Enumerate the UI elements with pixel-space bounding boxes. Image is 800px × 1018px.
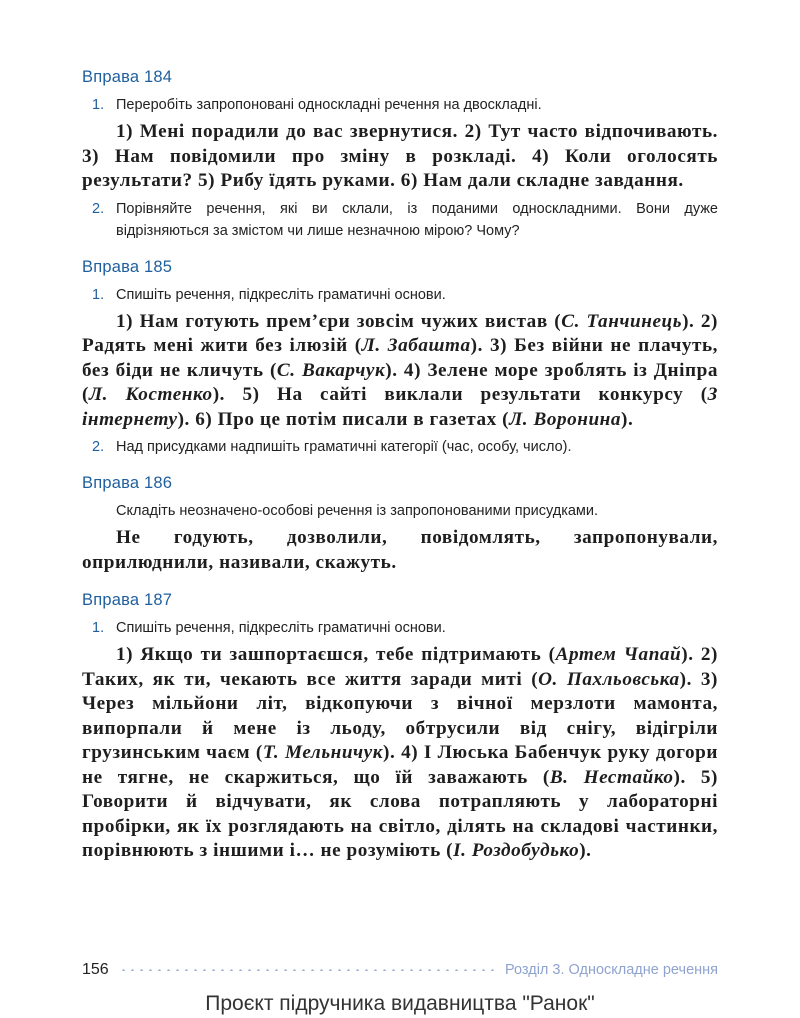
sentence-end: ). [579, 840, 592, 861]
exercise-body [82, 643, 718, 864]
exercise-title: Вправа 186 [82, 474, 173, 492]
exercise-title: Вправа 187 [82, 591, 173, 609]
sentence-end: ). [212, 384, 225, 405]
sentence-text: 3) Через мільйони літ, відкопуючи з вічної мерзлоти мамонта, випорпали й мене із льоду, обтрусили від снігу, відігріли грузинським чаєм ( [82, 668, 718, 763]
sentence-end: ). [682, 310, 695, 332]
dotted-leader [119, 969, 495, 971]
sentence-source: Л. Костенко [88, 384, 213, 405]
sentence-end: ). [385, 359, 398, 381]
sentence-text: 5) На сайті виклали результати конкурсу ( [224, 384, 708, 405]
task-item [82, 94, 718, 116]
sentence-end: ). [470, 335, 483, 356]
section-title: Розділ 3. Односкладне речення [504, 962, 718, 978]
task-text: Спишіть речення, підкресліть граматичні основи. [116, 286, 446, 303]
page-number: 156 [82, 961, 109, 978]
sentence-end: ). [621, 408, 634, 430]
watermark-caption: Проєкт підручника видавництва "Ранок" [205, 992, 595, 1015]
task-item [82, 284, 718, 306]
sentence-text: 5) Говорити й відчувати, як слова потрапляють у лабораторні пробірки, як їх розглядають на світло, ділять на складові частинки, порівнюють з іншими і… не розуміють ( [82, 766, 718, 861]
sentence-text: 2) Радять мені жити без ілюзій ( [82, 310, 718, 356]
task-text: Складіть неозначено-особові речення із запропонованими присудками. [116, 503, 599, 519]
sentence-source: З інтернету [82, 384, 718, 430]
sentence-source: Л. Забашта [361, 335, 471, 356]
task-text: Над присудками надпишіть граматичні категорії (час, особу, число). [116, 439, 572, 455]
task-item [82, 198, 718, 242]
exercise-title: Вправа 185 [82, 257, 173, 276]
sentence-source: О. Пахльовська [538, 668, 680, 690]
task-text: Спишіть речення, підкресліть граматичні основи. [116, 620, 446, 636]
exercise-body [82, 310, 718, 433]
exercise-body: Не годують, дозволили, повідомлять, запропонували, оприлюднили, називали, скажуть. [82, 527, 718, 573]
task-text: Переробіть запропоновані односкладні речення на двоскладні. [116, 97, 542, 113]
sentence-text: 6) Про це потім писали в газетах ( [189, 408, 510, 430]
sentence-text: 3) Без війни не плачуть, без біди не кличуть ( [82, 335, 718, 381]
sentence-source: Артем Чапай [555, 644, 682, 665]
sentence-source: Л. Воронина [509, 408, 622, 430]
sentence-source: С. Вакарчук [276, 359, 386, 381]
task-number: 1. [92, 620, 105, 636]
task-number: 1. [92, 286, 105, 303]
sentence-text: 1) Нам готують прем’єри зовсім чужих вистав ( [116, 310, 562, 332]
exercise-title: Вправа 184 [82, 68, 173, 86]
sentence-source: Т. Мельничук [262, 742, 384, 763]
sentence-source: В. Нестайко [549, 766, 674, 788]
sentence-source: С. Танчинець [561, 310, 683, 332]
exercise-body: 1) Мені порадили до вас звернутися. 2) Тут часто відпочивають. 3) Нам повідомили про зміну в розкладі. 4) Коли оголосять результати? 5) Рибу їдять руками. 6) Нам дали складне завдання. [82, 121, 718, 191]
task-number: 2. [92, 200, 105, 217]
page-content [82, 68, 718, 868]
task-number: 2. [92, 439, 105, 455]
sentence-end: ). [673, 766, 686, 788]
task-number: 1. [92, 97, 105, 113]
sentence-end: ). [177, 408, 190, 430]
sentence-text: 1) Якщо ти зашпортаєшся, тебе підтримають ( [116, 644, 556, 665]
sentence-text: 2) Таких, як ти, чекають все життя заради миті ( [82, 644, 718, 690]
task-text: Порівняйте речення, які ви склали, із поданими односкладними. Вони дуже відрізняються за змістом чи лише незначною мірою? Чому? [116, 200, 718, 239]
task-item [82, 500, 718, 522]
task-item [82, 617, 718, 639]
sentence-text: 4) І Люська Бабенчук руку догори не тягне, не скаржиться, що їй заважають ( [82, 742, 718, 788]
sentence-end: ). [383, 742, 396, 763]
sentence-text: 4) Зелене море зроблять із Дніпра ( [82, 359, 718, 405]
sentence-end: ). [681, 644, 694, 665]
page-footer [82, 958, 718, 982]
task-item [82, 436, 718, 458]
sentence-source: І. Роздобудько [453, 840, 580, 861]
sentence-end: ). [679, 668, 692, 690]
